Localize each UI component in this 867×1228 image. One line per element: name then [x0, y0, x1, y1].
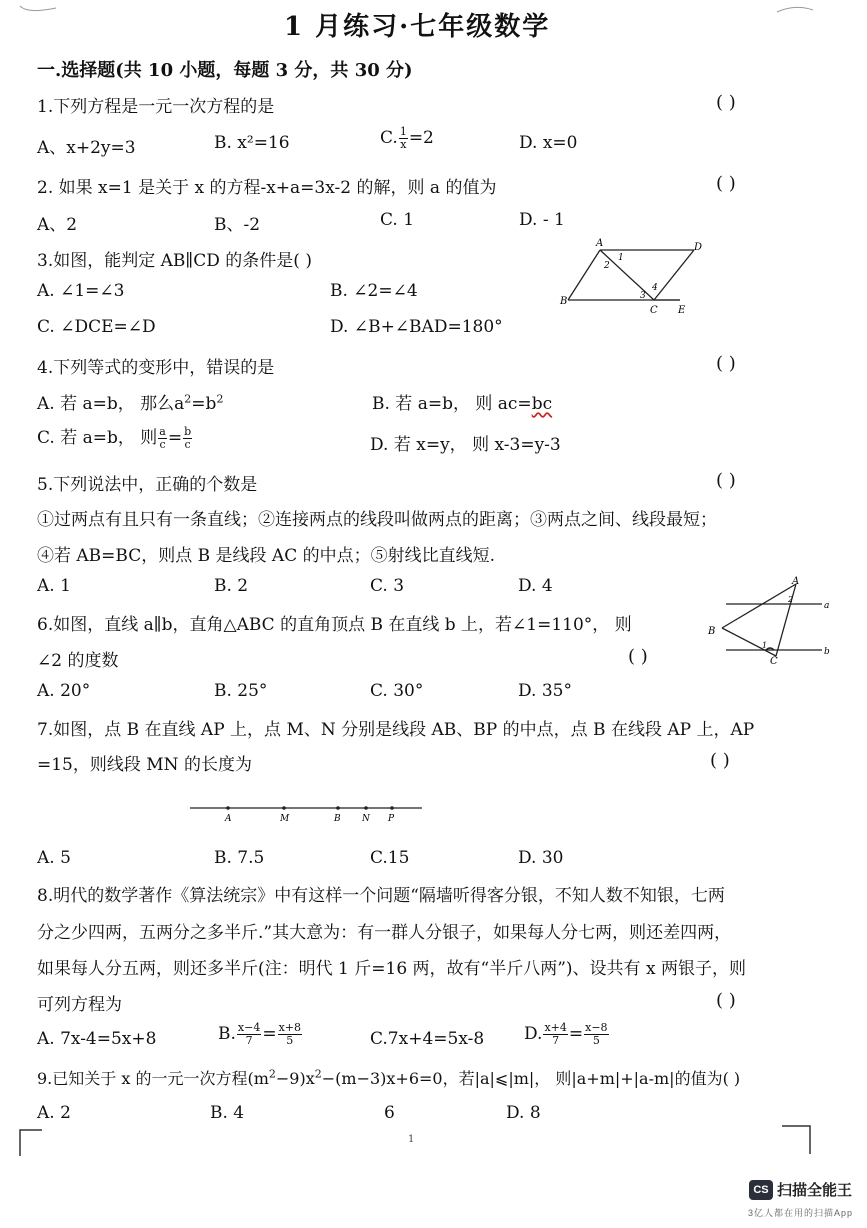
question-9-option-c: 6 [384, 1103, 395, 1123]
page-title: 1 月练习·七年级数学 [284, 12, 551, 42]
fig7-label-m: M [280, 814, 290, 824]
question-2-option-d: D. - 1 [519, 210, 565, 230]
question-6-option-c: C. 30° [370, 681, 424, 701]
scanner-app-logo: CS [749, 1180, 773, 1200]
question-5-option-c: C. 3 [370, 576, 405, 596]
question-1-option-a: A、x+2y=3 [37, 138, 136, 158]
fraction: $\frac{x-4}{7}$ [237, 1021, 261, 1047]
fig3-label-a: A [596, 238, 604, 249]
question-6-triangle-figure [704, 574, 834, 666]
question-1-option-d: D. x=0 [519, 133, 578, 153]
question-5-option-d: D. 4 [518, 576, 553, 596]
fig7-label-a: A [225, 814, 232, 824]
fig7-label-n: N [362, 814, 370, 824]
question-4-text: 4.下列等式的变形中，错误的是 [37, 358, 275, 378]
question-7-option-b: B. 7.5 [214, 848, 265, 868]
question-2-option-b: B、-2 [214, 215, 261, 235]
question-8-option-c: C.7x+4=5x-8 [370, 1029, 485, 1049]
question-6-option-d: D. 35° [518, 681, 572, 701]
question-8-text-line-3: 如果每人分五两，则还多半斤(注：明代 1 斤=16 两，故有“半斤八两”)、设共有 x 两银子，则 [37, 959, 746, 979]
question-9-option-a: A. 2 [37, 1103, 71, 1123]
question-4-answer-blank: ( ) [716, 353, 736, 374]
question-8-text-line-4: 可列方程为 [37, 995, 122, 1015]
question-5-answer-blank: ( ) [716, 470, 736, 491]
fraction: $\frac{x+8}{5}$ [278, 1021, 301, 1047]
question-6-option-b: B. 25° [214, 681, 268, 701]
question-5-option-a: A. 1 [37, 576, 71, 596]
fig3-label-c: C [650, 305, 658, 316]
scanner-app-name: 扫描全能王 [777, 1182, 853, 1199]
fraction: $\frac{x-8}{5}$ [585, 1021, 608, 1047]
fig3-angle-3: 3 [640, 291, 646, 301]
question-6-text-line-2: ∠2 的度数 [37, 651, 119, 671]
question-4-option-d: D. 若 x=y， 则 x-3=y-3 [370, 435, 561, 455]
fig6-label-b: B [708, 626, 716, 637]
question-5-text: 5.下列说法中，正确的个数是 [37, 475, 258, 495]
fraction: $\frac{b}{c}$ [184, 425, 192, 451]
question-4-option-c: C. 若 a=b， 则 $\frac{a}{c}$ = $\frac{b}{c}$ [37, 425, 192, 451]
question-6-text: 6.如图，直线 a∥b，直角△ABC 的直角顶点 B 在直线 b 上，若∠1=110°， 则 [37, 615, 632, 635]
fig6-label-line-b: b [824, 647, 830, 657]
fig6-label-c: C [770, 656, 778, 666]
question-1-text: 1.下列方程是一元一次方程的是 [37, 97, 275, 117]
question-7-option-a: A. 5 [37, 848, 71, 868]
fig7-label-p: P [388, 814, 395, 824]
fraction: $\frac{a}{c}$ [159, 425, 166, 451]
question-3-parallelogram-figure [556, 236, 706, 318]
question-3-option-a: A. ∠1=∠3 [37, 281, 125, 301]
question-3-option-b: B. ∠2=∠4 [330, 281, 418, 301]
fig3-angle-1: 1 [618, 253, 624, 263]
fig6-angle-2: 2 [788, 595, 794, 604]
question-7-option-c: C.15 [370, 848, 410, 868]
question-7-text-line-2: =15，则线段 MN 的长度为 [37, 755, 252, 775]
question-6-answer-blank: ( ) [628, 646, 648, 667]
question-9-option-d: D. 8 [506, 1103, 541, 1123]
fig6-angle-1: 1 [762, 641, 768, 650]
top-right-corner-mark [775, 2, 815, 16]
top-left-corner-mark [18, 4, 58, 18]
bottom-left-corner-mark [16, 1128, 46, 1158]
fig6-label-line-a: a [824, 601, 830, 611]
fig3-label-b: B [560, 296, 568, 307]
fig3-label-e: E [678, 305, 686, 316]
question-7-answer-blank: ( ) [710, 750, 730, 771]
question-2-answer-blank: ( ) [716, 173, 736, 194]
question-6-option-a: A. 20° [37, 681, 91, 701]
scanner-app-tagline: 3亿人都在用的扫描App [748, 1208, 854, 1218]
question-8-text-line-1: 8.明代的数学著作《算法统宗》中有这样一个问题“隔墙听得客分银，不知人数不知银，七两 [37, 886, 725, 906]
question-1-answer-blank: ( ) [716, 92, 736, 113]
question-2-option-c: C. 1 [380, 210, 415, 230]
fraction: $\frac{x+4}{7}$ [544, 1021, 567, 1047]
question-3-option-d: D. ∠B+∠BAD=180° [330, 317, 503, 337]
question-7-text: 7.如图，点 B 在直线 AP 上，点 M、N 分别是线段 AB、BP 的中点，点 B 在线段 AP 上，AP [37, 720, 755, 740]
fig7-label-b: B [334, 814, 341, 824]
question-8-option-d: D. $\frac{x+4}{7}$ = $\frac{x-8}{5}$ [524, 1021, 608, 1047]
question-2-text: 2. 如果 x=1 是关于 x 的方程-x+a=3x-2 的解，则 a 的值为 [37, 178, 497, 198]
question-5-statements-line-1: ①过两点有且只有一条直线；②连接两点的线段叫做两点的距离；③两点之间、线段最短； [37, 510, 717, 530]
question-8-text-line-2: 分之少四两，五两分之多半斤.”其大意为：有一群人分银子，如果每人分七两，则还差四两， [37, 923, 732, 943]
question-8-option-b: B. $\frac{x-4}{7}$ = $\frac{x+8}{5}$ [218, 1021, 301, 1047]
fig3-angle-2: 2 [604, 261, 610, 271]
question-8-answer-blank: ( ) [716, 990, 736, 1011]
question-2-option-a: A、2 [37, 215, 78, 235]
question-1-option-c: C. $\frac{1}{x}$ =2 [380, 125, 434, 151]
question-9-option-b: B. 4 [210, 1103, 245, 1123]
section-heading: 一.选择题(共 10 小题，每题 3 分，共 30 分) [37, 60, 413, 81]
question-5-statements-line-2: ④若 AB=BC，则点 B 是线段 AC 的中点；⑤射线比直线短. [37, 546, 496, 566]
question-3-option-c: C. ∠DCE=∠D [37, 317, 156, 337]
fig6-label-a: A [792, 576, 800, 587]
fraction: $\frac{1}{x}$ [399, 125, 407, 151]
question-1-option-b: B. x²=16 [214, 133, 290, 153]
question-5-option-b: B. 2 [214, 576, 249, 596]
fig3-label-d: D [694, 242, 703, 253]
question-4-option-a: A. 若 a=b， 那么$a^2=b^2$ [37, 392, 224, 414]
question-3-text: 3.如图，能判定 AB∥CD 的条件是( ) [37, 251, 312, 271]
page-number: 1 [408, 1134, 415, 1145]
question-7-option-d: D. 30 [518, 848, 564, 868]
bottom-right-corner-mark [780, 1124, 814, 1156]
question-7-segment-figure [186, 800, 428, 826]
question-4-option-b: B. 若 a=b， 则 ac=bc [372, 394, 553, 414]
fig3-angle-4: 4 [652, 283, 658, 293]
question-8-option-a: A. 7x-4=5x+8 [37, 1029, 157, 1049]
question-9-text: 9.已知关于 x 的一元一次方程$(m^2-9)x^2-(m-3)x+6=0$，若|a|⩽|m|， 则|a+m|+|a-m|的值为( ) [37, 1067, 741, 1088]
